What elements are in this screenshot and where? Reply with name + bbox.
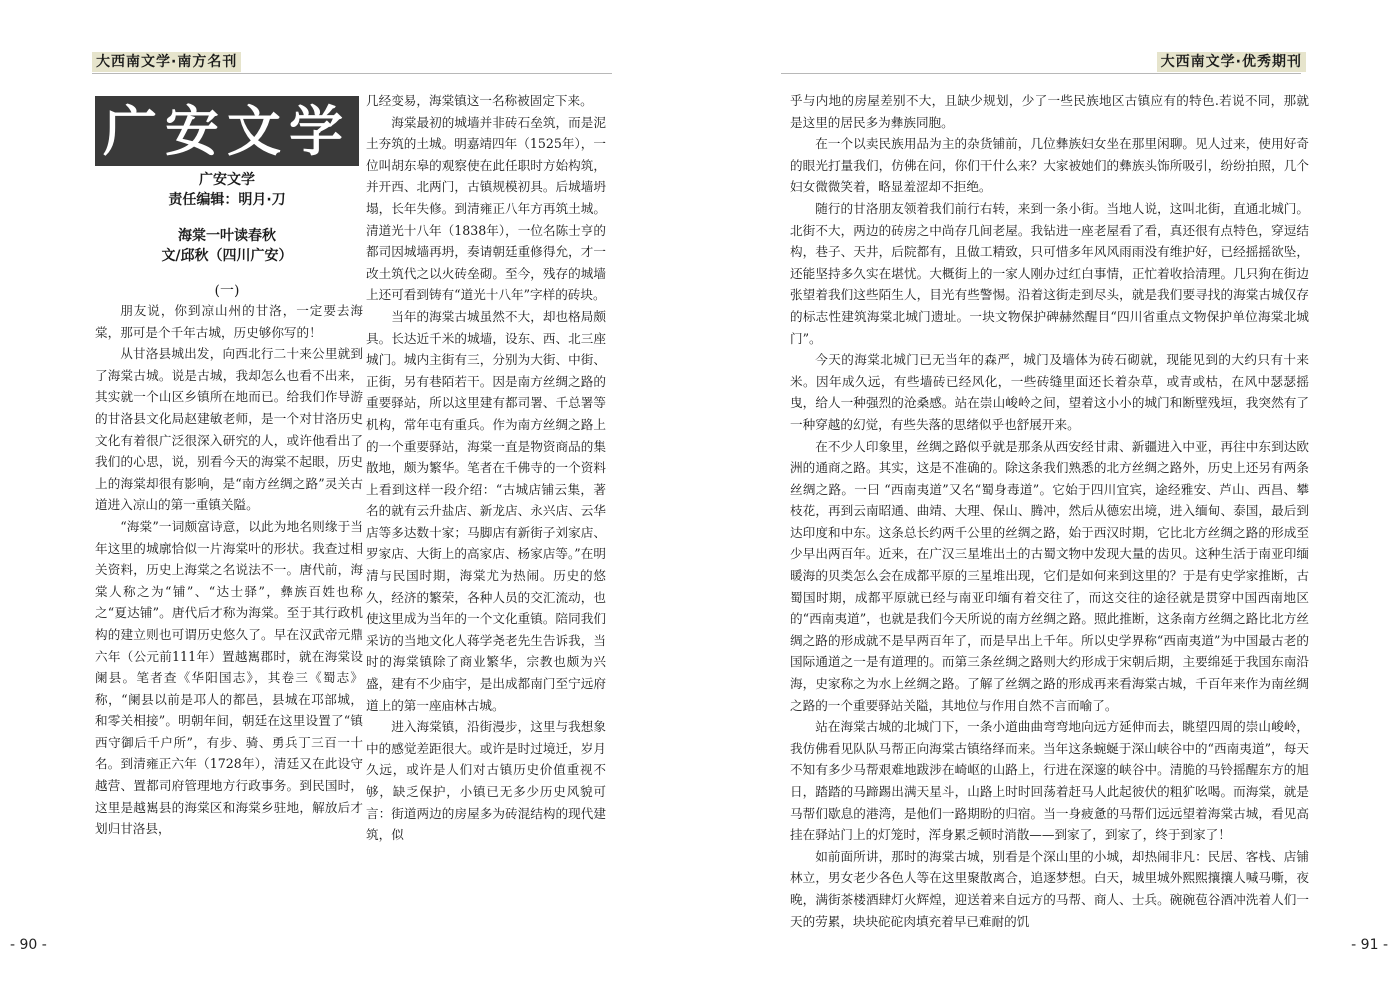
paragraph: “海棠”一词颇富诗意，以此为地名则缘于当年这里的城廓恰似一片海棠叶的形状。我查过相关资料，历史上海棠之名说法不一。唐代前，海棠人称之为“铺”、“达士驿”，彝族百姓也称之“夏达铺”。唐代后才称为海棠。至于其行政机构的建立则也可谓历史悠久了。早在汉武帝元鼎六年（公元前111年）置越嶲郡时，就在海棠设阑县。笔者查《华阳国志》，其卷三《蜀志》称，“阑县以前是邛人的都邑，县城在邛部城，和零关相接”。明朝年间，朝廷在这里设置了“镇西守御后千户所”，有步、骑、勇兵丁三百一十名。到清雍正六年（1728年），清廷又在此设守越营、置都司府管理地方行政事务。到民国时，这里是越嶲县的海棠区和海棠乡驻地，解放后才划归甘洛县， — [95, 518, 363, 837]
column-banner: 广安文学 — [95, 96, 359, 166]
article-title: 海棠一叶读春秋 — [178, 228, 276, 244]
paragraph: 乎与内地的房屋差别不大，且缺少规划，少了一些民族地区古镇应有的特色.若说不同，那就是这里的居民多为彝族同胞。 — [790, 93, 1309, 130]
paragraph: 站在海棠古城的北城门下，一条小道曲曲弯弯地向远方延伸而去，眺望四周的崇山峻岭，我仿佛看见队队马帮正向海棠古镇络绎而来。当年这条蜿蜒于深山峡谷中的“西南夷道”，每天不知有多少马帮艰难地跋涉在崎岖的山路上，行进在深邃的峡谷中。清脆的马铃摇醒东方的旭日，踏踏的马蹄踢出满天星斗，山路上时时回荡着赶马人此起彼伏的粗犷吆喝。而海棠，就是马帮们歇息的港湾，是他们一路期盼的归宿。当一身疲惫的马帮们远远望着海棠古城，看见高挂在驿站门上的灯笼时，浑身累乏顿时消散——到家了，到家了，终于到家了！ — [790, 719, 1309, 843]
header-rule-left — [92, 73, 612, 74]
paragraph: 朋友说，你到凉山州的甘洛，一定要去海棠，那可是个千年古城，历史够你写的！ — [95, 303, 363, 340]
paragraph: 今天的海棠北城门已无当年的森严，城门及墙体为砖石砌就，现能见到的大约只有十来米。因年成久远，有些墙砖已经风化，一些砖缝里面还长着杂草，或青或枯，在风中瑟瑟摇曳，给人一种强烈的沧桑感。站在崇山峻岭之间，望着这小小的城门和断壁残垣，我突然有了一种穿越的幻觉，有些失落的思绪似乎也舒展开来。 — [790, 352, 1309, 432]
right-page — [699, 0, 1398, 982]
page-number-right: - 91 - — [1351, 937, 1388, 953]
paragraph: 如前面所讲，那时的海棠古城，别看是个深山里的小城，却热闹非凡：民居、客栈、店铺林立，男女老少各色人等在这里聚散离合，追逐梦想。白天，城里城外熙熙攘攘人喊马嘶，夜晚，满街茶楼酒肆灯火辉煌，迎送着来自远方的马帮、商人、士兵。碗碗苞谷酒冲洗着人们一天的劳累，块块砣砣肉填充着早已难耐的饥 — [790, 848, 1309, 929]
column-name: 广安文学 — [199, 172, 255, 188]
paragraph: 在不少人印象里，丝绸之路似乎就是那条从西安经甘肃、新疆进入中亚，再往中东到达欧洲的通商之路。其实，这是不准确的。除这条我们熟悉的北方丝绸之路外，历史上还另有两条丝绸之路。一曰 “西南夷道”又名“蜀身毒道”。它始于四川宜宾，途经雅安、芦山、西昌、攀枝花，再到云南昭通、曲靖、大理、保山、腾冲，然后从德宏出境，进入缅甸、泰国，最后到达印度和中东。这条总长约两千公里的丝绸之路，始于西汉时期，它比北方丝绸之路的形成至少早出两百年。近来，在广汉三星堆出土的古蜀文物中发现大量的齿贝。这种生活于南亚印缅暖海的贝类怎么会在成都平原的三星堆出现，它们是如何来到这里的？于是有史学家推断，古蜀国时期，成都平原就已经与南亚印缅有着交往了，而这交往的途径就是贯穿中国西南地区的“西南夷道”，也就是我们今天所说的南方丝绸之路。照此推断，这条南方丝绸之路比北方丝绸之路的形成就不是早两百年了，而是早出上千年。所以史学界称“西南夷道”为中国最古老的国际通道之一是有道理的。而第三条丝绸之路则大约形成于宋朝后期，主要绵延于我国东南沿海，史家称之为水上丝绸之路。了解了丝绸之路的形成再来看海棠古城，千百年来作为南丝绸之路的一个重要驿站关隘，其地位与作用自然不言而喻了。 — [790, 438, 1309, 713]
text-column-2 — [366, 90, 606, 846]
section-number: (一) — [214, 283, 240, 299]
running-head-right: 大西南文学·优秀期刊 — [1157, 52, 1306, 72]
paragraph: 海棠最初的城墙并非砖石垒筑，而是泥土夯筑的土城。明嘉靖四年（1525年），一位叫胡东皋的观察使在此任职时方始构筑，并开西、北两门，古镇规模初具。后城墙坍塌，长年失修。到清雍正八年方再筑土城。清道光十八年（1838年），一位名陈士亨的都司因城墙再坍，奏请朝廷重修得允，才一改土筑代之以火砖垒砌。至今，残存的城墙上还可看到铸有“道光十八年”字样的砖块。 — [366, 114, 606, 303]
article-byline: 文/邱秋（四川广安） — [161, 248, 293, 264]
paragraph: 在一个以卖民族用品为主的杂货铺前，几位彝族妇女坐在那里闲聊。见人过来，使用好奇的眼光打量我们，仿佛在问，你们干什么来？大家被她们的彝族头饰所吸引，纷纷拍照，几个妇女微微笑着，略显羞涩却不拒绝。 — [790, 136, 1309, 195]
paragraph: 当年的海棠古城虽然不大，却也格局颇具。长达近千米的城墙，设东、西、北三座城门。城内主街有三，分别为大街、中街、正街，另有巷陌若干。因是南方丝绸之路的重要驿站，所以这里建有都司署、千总署等机构，常年屯有重兵。作为南方丝绸之路上的一个重要驿站，海棠一直是物资商品的集散地，颇为繁华。笔者在千佛寺的一个资料上看到这样一段介绍：“古城店铺云集，著名的就有云升盐店、新龙店、永兴店、云华店等多达数十家；马脚店有新街子刘家店、罗家店、大街上的高家店、杨家店等。”在明清与民国时期，海棠尤为热闹。历史的悠久，经济的繁荣，各种人员的交汇流动，也使这里成为当年的一个文化重镇。陪同我们采访的当地文化人蒋学尧老先生告诉我，当时的海棠镇除了商业繁华，宗教也颇为兴盛，建有不少庙宇，是出成都南门至宁远府道上的第一座庙林古城。 — [366, 308, 606, 713]
text-column-1 — [95, 300, 363, 840]
paragraph: 从甘洛县城出发，向西北行二十来公里就到了海棠古城。说是古城，我却怎么也看不出来，其实就一个山区乡镇所在地而已。给我们作导游的甘洛县文化局赵建敏老师，是一个对甘洛历史文化有着很广泛很深入研究的人，或许他看出了我们的心思，说，别看今天的海棠不起眼，历史上的海棠却很有影响，是“南方丝绸之路”灵关古道进入凉山的第一重镇关隘。 — [95, 346, 363, 513]
paragraph: 进入海棠镇，沿街漫步，这里与我想象中的感觉差距很大。或许是时过境迁，岁月久远，或许是人们对古镇历史价值重视不够，缺乏保护，小镇已无多少历史风貌可言：街道两边的房屋多为砖混结构的现代建筑，似 — [366, 719, 606, 843]
editor-credit: 责任编辑：明月·刀 — [168, 192, 286, 208]
page-number-left: - 90 - — [10, 937, 47, 953]
running-head-left: 大西南文学·南方名刊 — [92, 52, 241, 72]
paragraph: 随行的甘洛朋友领着我们前行右转，来到一条小街。当地人说，这叫北街，直通北城门。北街不大，两边的砖房之中尚存几间老屋。我钻进一座老屋看了看，真还很有点特色，穿逗结构，巷子、天井，后院都有，且做工精致，只可惜多年风风雨雨没有维护好，已经摇摇欲坠，还能坚持多久实在堪忧。大概街上的一家人刚办过红白事情，正忙着收拾清理。几只狗在街边张望着我们这些陌生人，目光有些警惕。沿着这街走到尽头，就是我们要寻找的海棠古城仅存的标志性建筑海棠北城门遗址。一块文物保护碑赫然醒目“四川省重点文物保护单位海棠北城门”。 — [790, 200, 1309, 346]
paragraph: 几经变易，海棠镇这一名称被固定下来。 — [366, 93, 593, 108]
text-column-3 — [790, 90, 1309, 932]
header-rule-right — [781, 73, 1301, 74]
